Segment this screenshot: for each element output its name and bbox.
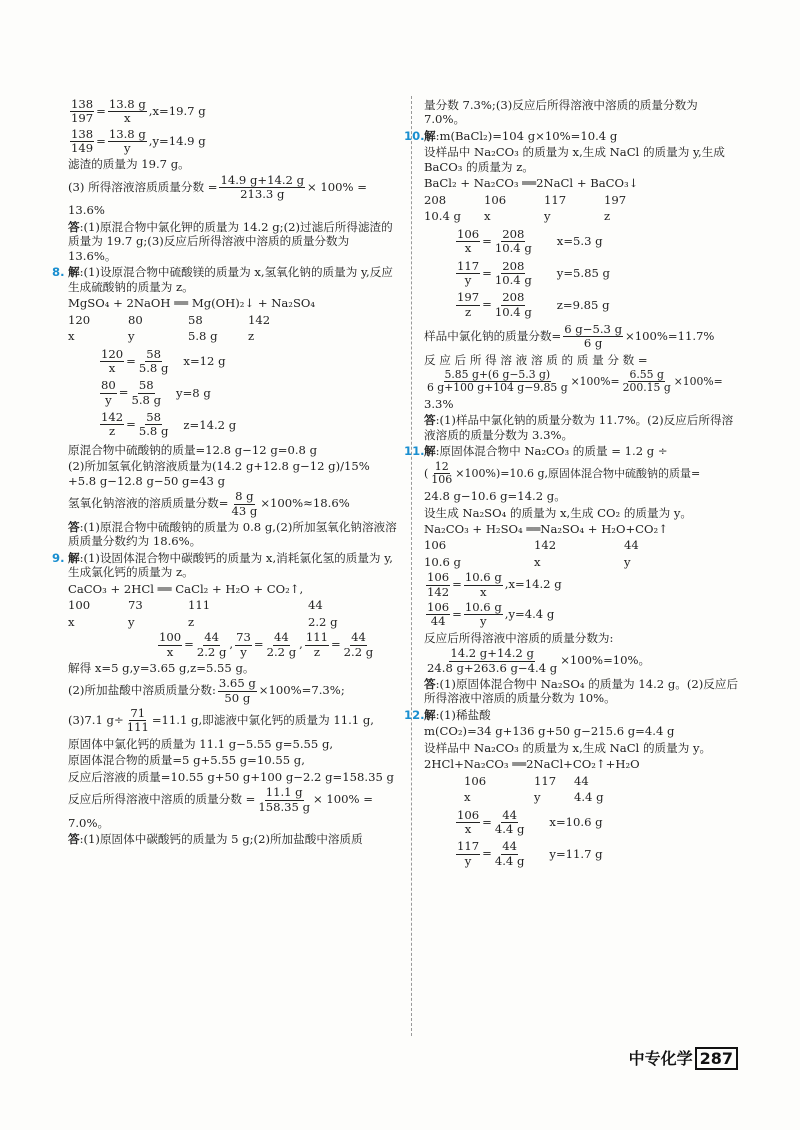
p8-ratio-2: $\frac{80}{y}$ = $\frac{58}{5.8 g}$ y=8 g xyxy=(101,378,211,407)
p11-ratio-2: $\frac{106}{44}$ = $\frac{10.6 g}{y}$ ,y=4.4 g xyxy=(427,600,555,629)
p11-line-1: 11. 解:原固体混合物中 Na₂CO₃ 的质量 = 1.2 g ÷ xyxy=(404,444,668,459)
p12-line-2: m(CO₂)=34 g+136 g+50 g−215.6 g=4.4 g xyxy=(424,724,675,739)
p9-unknown-row: x y z 2.2 g xyxy=(68,614,338,629)
right-column xyxy=(404,96,742,872)
p10-line-3: 样品中氯化钠的质量分数= $\frac{6 g-5.3 g}{6 g}$ ×100%=11.7% xyxy=(424,321,715,351)
p12-line-1: 12. 解:(1)稀盐酸 xyxy=(404,707,491,722)
p8-ratio-1: $\frac{120}{x}$ = $\frac{58}{5.8 g}$ x=12 g xyxy=(101,346,226,376)
p8-equation: MgSO₄ + 2NaOH ══ Mg(OH)₂↓ + Na₂SO₄ xyxy=(68,296,316,311)
p8-line-3: 氢氧化钠溶液的溶质质量分数= $\frac{8 g}{43 g}$ ×100%≈18.6% xyxy=(68,489,350,518)
p11-equation: Na₂CO₃ + H₂SO₄ ══Na₂SO₄ + H₂O+CO₂↑ xyxy=(424,521,668,536)
p7-q3: (3) 所得溶液溶质质量分数 = $\frac{14.9 g+14.2 g}{213.3 g}$ × 100% = xyxy=(68,172,367,202)
p12-line-3: 设样品中 Na₂CO₃ 的质量为 x,生成 NaCl 的质量为 y。 xyxy=(424,740,712,755)
p9-line-1: 原固体中氯化钙的质量为 11.1 g−5.55 g=5.55 g, xyxy=(68,736,334,751)
p11-mass-row: 106 142 44 xyxy=(424,538,639,553)
p10-line-5-result: 3.3% xyxy=(424,396,454,411)
p8-line-1: 原混合物中硫酸钠的质量=12.8 g−12 g=0.8 g xyxy=(68,442,318,457)
p11-line-4: 设生成 Na₂SO₄ 的质量为 x,生成 CO₂ 的质量为 y。 xyxy=(424,505,693,520)
p10-ratio-2: $\frac{117}{y}$ = $\frac{208}{10.4 g}$ y=5.85 g xyxy=(457,258,610,287)
page-footer xyxy=(629,1046,738,1069)
p8-answer: 答:(1)原混合物中硫酸钠的质量为 0.8 g,(2)所加氢氧化钠溶液溶质质量分数约为 18.6%。 xyxy=(68,519,397,549)
p7-answer: 答:(1)原混合物中氯化钾的质量为 14.2 g;(2)过滤后所得滤渣的质量为 19.7 g;(3)反应后所得溶液中溶质的质量分数为 13.6%。 xyxy=(68,219,393,263)
p9-mass-row: 100 73 111 44 xyxy=(68,598,323,613)
p9-line-4: 反应后所得溶液中溶质的质量分数 = $\frac{11.1 g}{158.35 g}$ × 100% = xyxy=(68,785,373,814)
p10-line-2: 设样品中 Na₂CO₃ 的质量为 x,生成 NaCl 的质量为 y,生成 BaCO₃ 的质量为 z。 xyxy=(424,145,725,174)
p9-ratios: $\frac{100}{x}$ = $\frac{44}{2.2 g}$ , $\frac{73}{y}$ = $\frac{44}{2.2 g}$ , $\frac{111}{z}$ = $\frac{44}{2.2 g}$ xyxy=(159,630,374,659)
p10-line-4: 反 应 后 所 得 溶 液 溶 质 的 质 量 分 数 = xyxy=(424,352,648,367)
p9-continued: 量分数 7.3%;(3)反应后所得溶液中溶质的质量分数为 7.0%。 xyxy=(424,98,698,127)
p9-line-3: 反应后溶液的质量=10.55 g+50 g+100 g−2.2 g=158.35 g xyxy=(68,769,394,784)
p9-intro: 9. 解:(1)设固体混合物中碳酸钙的质量为 x,消耗氯化氢的质量为 y,生成氯化钙的质量为 z。 xyxy=(52,550,393,580)
p7-fraction-1: $\frac{138}{197}$ = $\frac{13.8 g}{x}$ ,x=19.7 g xyxy=(71,97,206,126)
p7-q3-result: 13.6% xyxy=(68,203,105,218)
footer-label: 中专化学 xyxy=(628,1049,693,1068)
p10-line-1: 10. 解:m(BaCl₂)=104 g×10%=10.4 g xyxy=(404,128,618,143)
p12-ratio-2: $\frac{117}{y}$ = $\frac{44}{4.4 g}$ y=11.7 g xyxy=(457,839,603,868)
p9-line-2: 原固体混合物的质量=5 g+5.55 g=10.55 g, xyxy=(68,753,305,768)
p10-mass-row: 208 106 117 197 xyxy=(424,192,627,207)
p9-solve: 解得 x=5 g,y=3.65 g,z=5.55 g。 xyxy=(68,660,255,675)
p9-answer: 答:(1)原固体中碳酸钙的质量为 5 g;(2)所加盐酸中溶质质 xyxy=(68,832,363,847)
page-number: 287 xyxy=(695,1047,738,1070)
p9-q3: (3)7.1 g÷ $\frac{71}{111}$ =11.1 g,即滤液中氯化钙的质量为 11.1 g, xyxy=(68,706,374,735)
p10-line-5: $\frac{5.85 g+(6 g-5.3 g)}{6 g+100 g+104 g-9.85 g}$ ×100%= $\frac{6.55 g}{200.15 g}$ ×100%= xyxy=(427,367,723,395)
p11-line-2: ( $\frac{12}{106}$ ×100%)=10.6 g,原固体混合物中硫酸钠的质量= xyxy=(424,459,701,487)
p9-q2: (2)所加盐酸中溶质质量分数: $\frac{3.65 g}{50 g}$ ×100%=7.3%; xyxy=(68,676,345,705)
p11-ratio-1: $\frac{106}{142}$ = $\frac{10.6 g}{x}$ ,x=14.2 g xyxy=(427,570,562,599)
p11-answer: 答:(1)原固体混合物中 Na₂SO₄ 的质量为 14.2 g。(2)反应后所得溶液中溶质的质量分数为 10%。 xyxy=(424,676,739,706)
p10-ratio-3: $\frac{197}{z}$ = $\frac{208}{10.4 g}$ z=9.85 g xyxy=(457,290,610,319)
p10-answer: 答:(1)样品中氯化钠的质量分数为 11.7%。(2)反应后所得溶液溶质的质量分数为 3.3%。 xyxy=(424,413,734,442)
p12-mass-row: 106 117 44 xyxy=(464,773,589,788)
p11-line-5: 反应后所得溶液中溶质的质量分数为: xyxy=(424,630,614,645)
p8-mass-row: 120 80 58 142 xyxy=(68,312,271,327)
p10-ratio-1: $\frac{106}{x}$ = $\frac{208}{10.4 g}$ x=5.3 g xyxy=(457,226,603,256)
p9-equation: CaCO₃ + 2HCl ══ CaCl₂ + H₂O + CO₂↑, xyxy=(68,581,304,596)
p7-residue: 滤渣的质量为 19.7 g。 xyxy=(68,157,190,172)
p8-unknown-row: x y 5.8 g z xyxy=(68,329,255,344)
p9-line-4-result: 7.0%。 xyxy=(68,815,110,830)
p10-unknown-row: 10.4 g x y z xyxy=(424,209,611,224)
p12-unknown-row: x y 4.4 g xyxy=(464,790,604,805)
p10-equation: BaCl₂ + Na₂CO₃ ══2NaCl + BaCO₃↓ xyxy=(424,176,639,191)
p8-ratio-3: $\frac{142}{z}$ = $\frac{58}{5.8 g}$ z=14.2 g xyxy=(101,410,237,439)
left-column xyxy=(52,96,398,849)
p11-unknown-row: 10.6 g x y xyxy=(424,554,631,569)
p11-line-3: 24.8 g−10.6 g=14.2 g。 xyxy=(424,489,566,504)
p11-line-6: $\frac{14.2 g+14.2 g}{24.8 g+263.6 g-4.4 g}$ ×100%=10%。 xyxy=(427,646,651,675)
p12-equation: 2HCl+Na₂CO₃ ══2NaCl+CO₂↑+H₂O xyxy=(424,757,640,772)
p8-line-2: (2)所加氢氧化钠溶液质量为(14.2 g+12.8 g−12 g)/15% +5.8 g−12.8 g−50 g=43 g xyxy=(68,459,370,488)
p8-intro: 8. 解:(1)设原混合物中硫酸镁的质量为 x,氢氧化钠的质量为 y,反应生成硫酸钠的质量为 z。 xyxy=(52,265,393,294)
column-divider xyxy=(411,96,412,1036)
p7-fraction-2: $\frac{138}{149}$ = $\frac{13.8 g}{y}$ ,y=14.9 g xyxy=(71,126,206,155)
p12-ratio-1: $\frac{106}{x}$ = $\frac{44}{4.4 g}$ x=10.6 g xyxy=(457,807,603,837)
